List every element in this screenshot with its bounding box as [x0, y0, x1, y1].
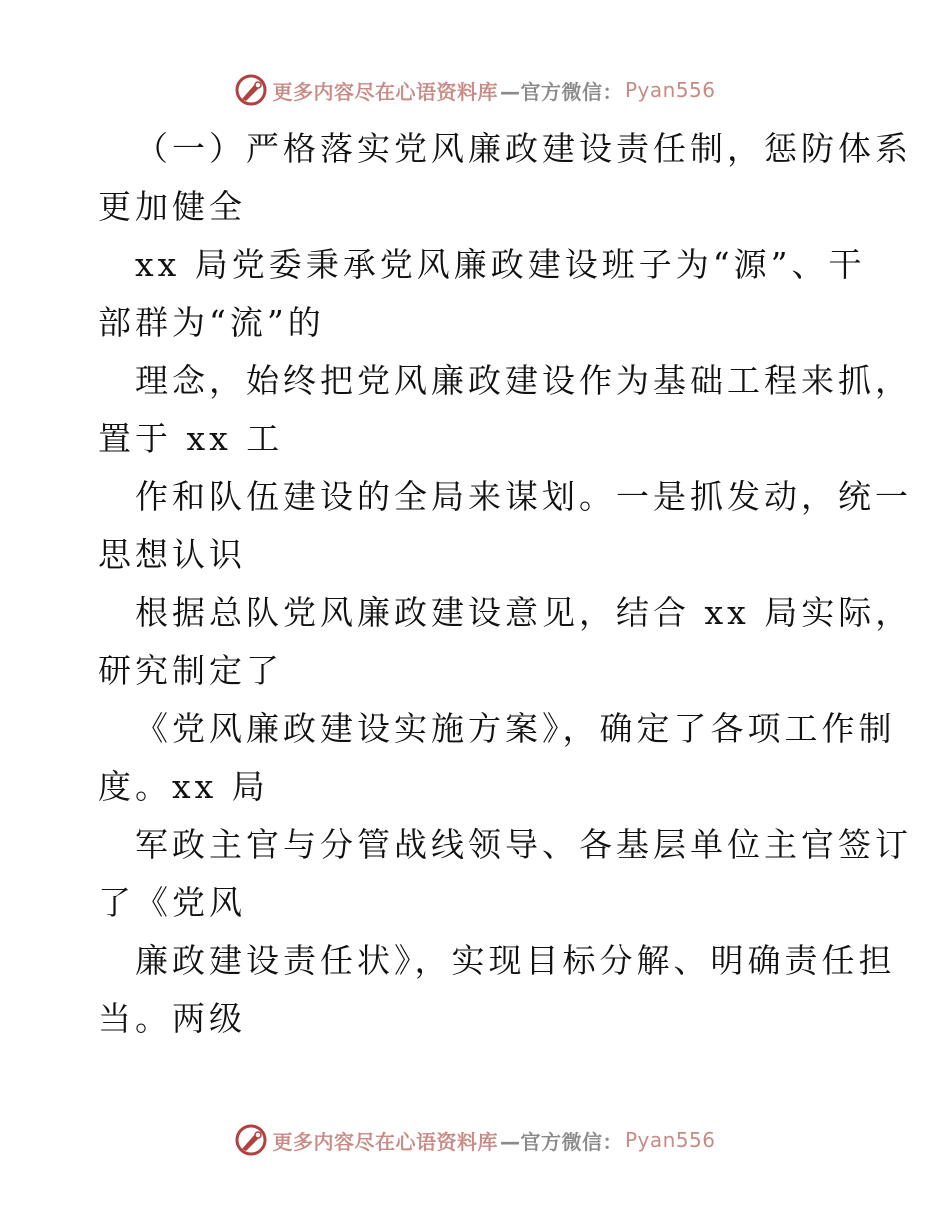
footer-watermark-banner: [0, 1120, 950, 1160]
text-line: 部群为“流”的: [98, 303, 325, 342]
text-line: 置于 xx 工: [98, 419, 284, 458]
text-line: 当。两级: [98, 999, 246, 1038]
text-line: 思想认识: [98, 535, 246, 574]
banner-sub-text: —官方微信：: [499, 1129, 623, 1154]
header-watermark-banner: [0, 70, 950, 110]
text-line: 军政主官与分管战线领导、各基层单位主官签订: [135, 825, 912, 864]
text-line: 更加健全: [98, 187, 246, 226]
text-line: 度。xx 局: [98, 767, 269, 806]
text-line: 了《党风: [98, 883, 246, 922]
text-line: 理念，始终把党风廉政建设作为基础工程来抓，: [135, 361, 912, 400]
document-body: [98, 120, 913, 1048]
banner-main-text: 更多内容尽在心语资料库: [272, 79, 498, 104]
banner-wechat-id: Pyan556: [624, 78, 716, 102]
banner-main-text: 更多内容尽在心语资料库: [272, 1129, 498, 1154]
banner-sub-text: —官方微信：: [499, 79, 623, 104]
text-line: xx 局党委秉承党风廉政建设班子为“源”、干: [135, 245, 866, 284]
pen-seal-logo-icon: [234, 73, 268, 107]
text-line: 《党风廉政建设实施方案》，确定了各项工作制: [135, 709, 896, 748]
pen-seal-logo-icon: [234, 1123, 268, 1157]
text-line: 研究制定了: [98, 651, 283, 690]
banner-wechat-id: Pyan556: [624, 1128, 716, 1152]
text-line: 廉政建设责任状》，实现目标分解、明确责任担: [135, 941, 896, 980]
text-line: 作和队伍建设的全局来谋划。一是抓发动，统一: [135, 477, 912, 516]
text-line: 根据总队党风廉政建设意见，结合 xx 局实际，: [135, 593, 913, 632]
text-line: （一）严格落实党风廉政建设责任制，惩防体系: [135, 129, 912, 168]
